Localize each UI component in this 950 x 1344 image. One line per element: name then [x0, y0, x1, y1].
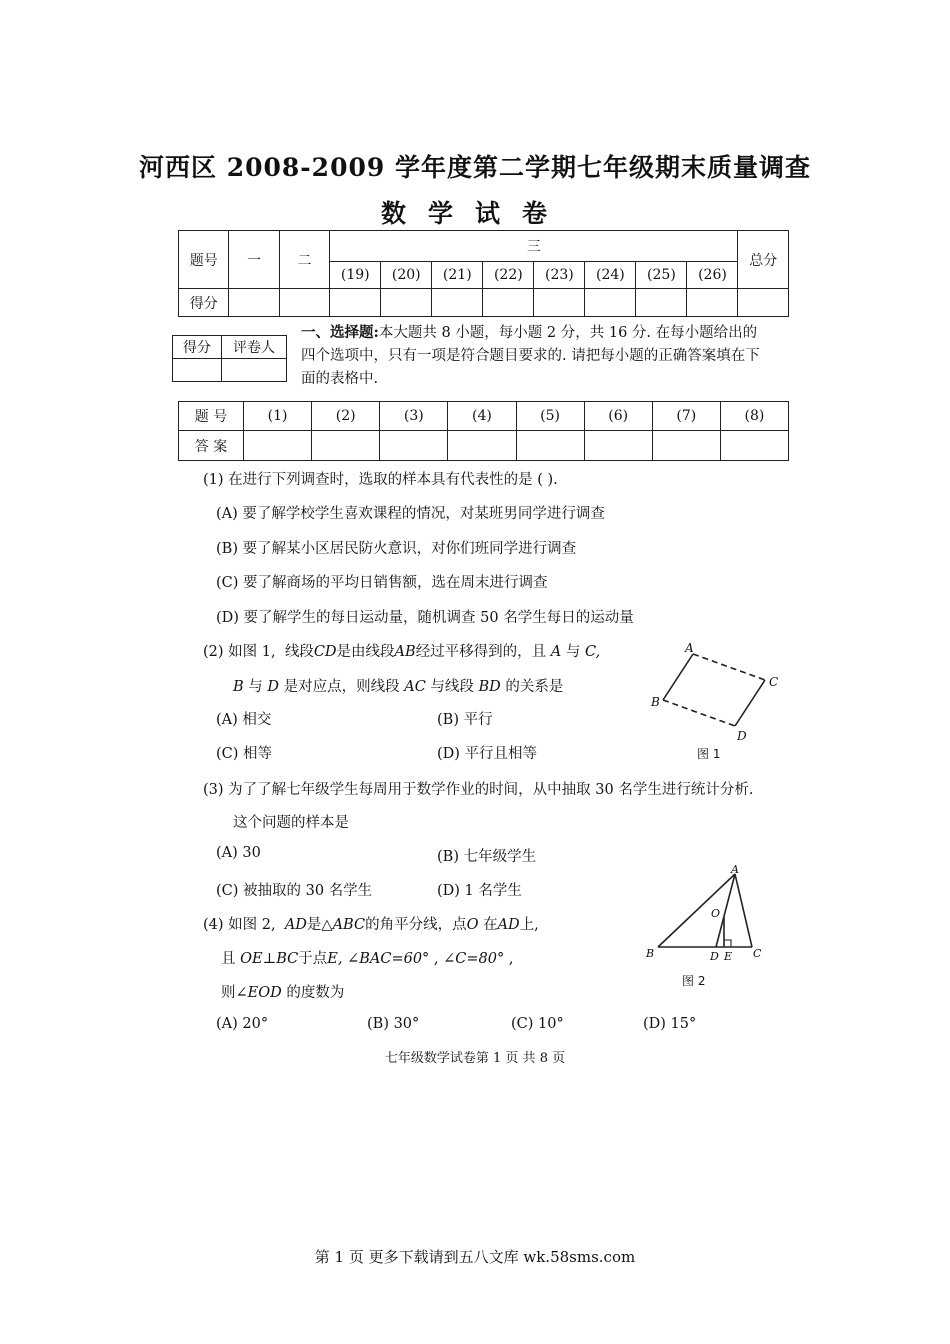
- score-table-sub: (23): [534, 262, 585, 289]
- score-cell[interactable]: [330, 289, 381, 317]
- answer-table-col: (1): [244, 402, 312, 431]
- page-title: 河西区 2008-2009 学年度第二学期七年级期末质量调查: [139, 153, 811, 182]
- q4-var: E,: [327, 951, 343, 967]
- q2-option-b: (B) 平行: [437, 712, 493, 728]
- score-cell[interactable]: [432, 289, 483, 317]
- section1-line1: 本大题共 8 小题，每小题 2 分，共 16 分. 在每小题给出的: [378, 325, 758, 341]
- q4-option-c: (C) 10°: [511, 1016, 564, 1032]
- q1-option-c: (C) 要了解商场的平均日销售额，选在周末进行调查: [216, 575, 548, 591]
- fig1-segment-cd: [735, 680, 765, 726]
- grader-score-label: 得分: [173, 336, 222, 359]
- answer-table-tihao: 题 号: [179, 402, 244, 431]
- q1-option-a: (A) 要了解学校学生喜欢课程的情况，对某班男同学进行调查: [216, 506, 605, 522]
- answer-table-col: (2): [312, 402, 380, 431]
- q2-option-c: (C) 相等: [216, 746, 273, 762]
- q4-stem-line3: [221, 981, 344, 1002]
- q4-text: ,: [508, 951, 514, 967]
- q4-num: (4) 如图 2,: [203, 917, 276, 933]
- q3-option-d: (D) 1 名学生: [437, 883, 522, 899]
- score-table-part2: 二: [279, 231, 329, 289]
- score-table-tihao: 题号: [179, 231, 229, 289]
- score-cell[interactable]: [279, 289, 329, 317]
- q3-stem: (3) 为了了解七年级学生每周用于数学作业的时间，从中抽取 30 名学生进行统计分析.: [203, 782, 754, 798]
- q2-stem-line1: [203, 640, 600, 661]
- q2-var: AB: [394, 644, 416, 660]
- q2-option-d: (D) 平行且相等: [437, 746, 538, 762]
- q4-var: AD: [284, 917, 307, 933]
- score-table-part3: 三: [330, 231, 738, 262]
- score-cell[interactable]: [483, 289, 534, 317]
- q4-option-b: (B) 30°: [367, 1016, 420, 1032]
- fig2-label-o: O: [711, 907, 721, 920]
- fig2-caption: 图 2: [682, 974, 706, 988]
- section1-line3: 面的表格中.: [301, 371, 379, 387]
- answer-cell[interactable]: [448, 431, 516, 461]
- q2-text: 是对应点，则线段: [283, 679, 400, 695]
- score-table-sub: (24): [585, 262, 636, 289]
- figure-1-parallelogram: [645, 638, 795, 763]
- score-table-total: 总分: [738, 231, 789, 289]
- score-cell[interactable]: [738, 289, 789, 317]
- fig1-caption: 图 1: [697, 747, 721, 761]
- q2-var: A: [550, 644, 562, 660]
- answer-cell[interactable]: [312, 431, 380, 461]
- q4-text: ,: [433, 951, 439, 967]
- answer-cell[interactable]: [584, 431, 652, 461]
- score-table-sub: (26): [687, 262, 738, 289]
- score-cell[interactable]: [585, 289, 636, 317]
- q4-var: OE: [240, 951, 263, 967]
- page-subtitle: 数学试卷: [380, 199, 569, 228]
- score-table: [178, 230, 789, 317]
- q4-var: O: [466, 917, 479, 933]
- q4-stem-line2: [221, 947, 513, 968]
- fig1-label-b: B: [651, 695, 660, 709]
- score-cell[interactable]: [636, 289, 687, 317]
- q3-option-c: (C) 被抽取的 30 名学生: [216, 883, 373, 899]
- fig1-label-d: D: [737, 729, 747, 743]
- q2-var: C,: [585, 644, 601, 660]
- figure-2-triangle: [640, 862, 770, 994]
- section1-heading: 一、选择题:: [301, 324, 379, 341]
- answer-table-col: (8): [720, 402, 788, 431]
- q4-option-d: (D) 15°: [643, 1016, 697, 1032]
- grader-label: 评卷人: [222, 336, 287, 359]
- q4-option-a: (A) 20°: [216, 1016, 269, 1032]
- q2-text: 与: [565, 644, 581, 660]
- q1-option-d: (D) 要了解学生的每日运动量，随机调查 50 名学生每日的运动量: [216, 610, 634, 626]
- q2-text: 与线段: [430, 679, 474, 695]
- q4-var: ABC: [332, 917, 366, 933]
- q2-option-a: (A) 相交: [216, 712, 272, 728]
- grader-score-cell[interactable]: [173, 359, 222, 382]
- q2-num: (2) 如图 1,: [203, 644, 276, 660]
- q4-text: 是△: [306, 917, 333, 933]
- score-cell[interactable]: [229, 289, 279, 317]
- page-footer: 七年级数学试卷第 1 页 共 8 页: [384, 1051, 566, 1066]
- fig1-segment-ac: [693, 654, 765, 680]
- q2-var: AC: [404, 679, 426, 695]
- q2-text: 的关系是: [505, 679, 564, 695]
- q2-text: 线段: [284, 644, 314, 660]
- grader-name-cell[interactable]: [222, 359, 287, 382]
- score-table-part1: 一: [229, 231, 279, 289]
- q4-text: 且: [221, 951, 236, 967]
- fig1-segment-bd: [663, 700, 735, 726]
- score-table-sub: (22): [483, 262, 534, 289]
- q2-text: 是由线段: [336, 644, 395, 660]
- q4-text: ⊥: [262, 951, 277, 967]
- q1-stem: (1) 在进行下列调查时，选取的样本具有代表性的是 ( ).: [203, 472, 558, 488]
- q4-text: 于点: [298, 951, 328, 967]
- q4-text: 的角平分线，点: [365, 917, 467, 933]
- fig1-label-c: C: [769, 675, 779, 689]
- answer-table-col: (4): [448, 402, 516, 431]
- answer-cell[interactable]: [244, 431, 312, 461]
- q4-var: BC: [276, 951, 299, 967]
- section1-intro: [301, 321, 787, 391]
- q4-text: 的度数为: [286, 985, 345, 1001]
- q4-var: AD: [497, 917, 520, 933]
- q2-var: CD: [313, 644, 337, 660]
- answer-table-col: (5): [516, 402, 584, 431]
- answer-cell[interactable]: [720, 431, 788, 461]
- score-cell[interactable]: [381, 289, 432, 317]
- q2-var: D: [267, 679, 280, 695]
- q3-option-a: (A) 30: [216, 845, 261, 861]
- q4-var: ∠C=80°: [443, 951, 505, 967]
- fig2-segment-ac: [735, 874, 752, 947]
- q4-stem-line1: [203, 913, 539, 934]
- q2-stem-line2: [233, 675, 563, 696]
- q4-text: 上,: [519, 917, 539, 933]
- score-table-sub: (21): [432, 262, 483, 289]
- q2-text: 与: [248, 679, 263, 695]
- answer-table: [178, 401, 789, 461]
- fig2-label-c: C: [753, 947, 762, 960]
- score-cell[interactable]: [687, 289, 738, 317]
- q1-option-b: (B) 要了解某小区居民防火意识，对你们班同学进行调查: [216, 541, 577, 557]
- q4-var: ∠BAC=60°: [347, 951, 430, 967]
- answer-cell[interactable]: [652, 431, 720, 461]
- answer-cell[interactable]: [380, 431, 448, 461]
- grader-table: [172, 335, 287, 382]
- q4-text: 在: [483, 917, 498, 933]
- fig2-label-d: D: [710, 950, 719, 963]
- answer-table-col: (6): [584, 402, 652, 431]
- answer-table-col: (3): [380, 402, 448, 431]
- q3-option-b: (B) 七年级学生: [437, 849, 537, 865]
- site-footer: 第 1 页 更多下载请到五八文库 wk.58sms.com: [314, 1248, 636, 1266]
- score-table-sub: (19): [330, 262, 381, 289]
- q4-text: 则∠: [221, 985, 248, 1001]
- section1-line2: 四个选项中，只有一项是符合题目要求的. 请把每小题的正确答案填在下: [301, 348, 760, 364]
- fig2-label-a: A: [731, 863, 739, 876]
- answer-cell[interactable]: [516, 431, 584, 461]
- q2-var: B: [233, 679, 244, 695]
- fig2-label-b: B: [646, 947, 655, 960]
- score-table-sub: (20): [381, 262, 432, 289]
- fig1-label-a: A: [685, 641, 694, 655]
- q2-text: 经过平移得到的，且: [415, 644, 547, 660]
- answer-table-daan: 答 案: [179, 431, 244, 461]
- score-table-sub: (25): [636, 262, 687, 289]
- answer-table-col: (7): [652, 402, 720, 431]
- q3-stem2: 这个问题的样本是: [233, 815, 349, 831]
- fig2-right-angle-mark: [724, 940, 731, 947]
- q2-var: BD: [478, 679, 501, 695]
- score-table-defen: 得分: [179, 289, 229, 317]
- fig2-label-e: E: [724, 950, 733, 963]
- fig1-segment-ab: [663, 654, 693, 700]
- q4-var: EOD: [247, 985, 282, 1001]
- score-cell[interactable]: [534, 289, 585, 317]
